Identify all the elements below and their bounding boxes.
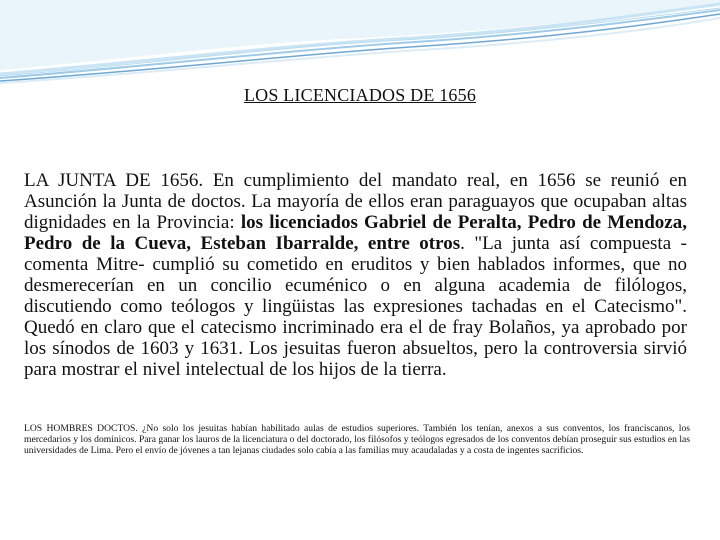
main-paragraph (24, 170, 687, 380)
header-wave-decoration (0, 0, 720, 85)
main-paragraph-rest: . "La junta así compuesta -comenta Mitre- cumplió su cometido en eruditos y bien hablados informes, que no desmerecerían en un concilio ecuménico o en alguna academia de filólogos, discutiendo como teólogos y lingüistas las expresiones tachadas en el Catecismo". Quedó en claro que el catecismo incriminado era el de fray Bolaños, ya aprobado por los sínodos de 1603 y 1631. Los jesuitas fueron absueltos, pero la controversia sirvió para mostrar el nivel intelectual de los hijos de la tierra. (24, 233, 687, 380)
main-paragraph-lead: LA JUNTA DE 1656. En cumplimiento del mandato real, en 1656 se reunió en Asunción la Junta de doctos. La mayoría de ellos eran paraguayos que ocupaban altas dignidades en la Provincia: (24, 170, 687, 233)
small-paragraph: LOS HOMBRES DOCTOS. ¿No solo los jesuitas habían habilitado aulas de estudios superiores. También los tenían, anexos a sus conventos, los franciscanos, los mercedarios y los dominicos. Para ganar los lauros de la licenciatura o del doctorado, los filósofos y teólogos egresados de los conventos debían proseguir sus estudios en las universidades de Lima. Pero el envío de jóvenes a tan lejanas ciudades solo cabía a las familias muy acaudaladas y a costa de ingentes sacrificios. (24, 423, 690, 456)
slide-title: LOS LICENCIADOS DE 1656 (243, 85, 477, 105)
main-paragraph-bold-names: los licenciados Gabriel de Peralta, Pedro de Mendoza, Pedro de la Cueva, Esteban Ibarralde, entre otros (24, 212, 687, 254)
